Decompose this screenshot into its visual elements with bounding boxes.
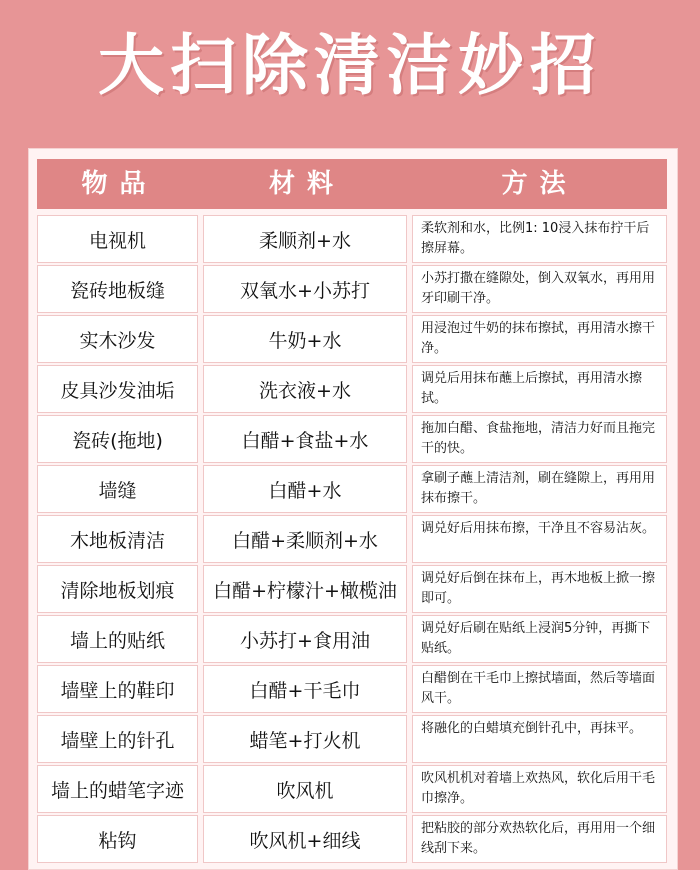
table-row [37, 565, 667, 615]
item-cell: 电视机 [37, 215, 198, 263]
material-cell: 白醋+食盐+水 [203, 415, 407, 463]
item-cell: 皮具沙发油垢 [37, 365, 198, 413]
table-row [37, 465, 667, 515]
table-row [37, 815, 667, 865]
material-cell: 洗衣液+水 [203, 365, 407, 413]
method-cell: 调兑后用抹布蘸上后擦拭，再用清水擦拭。 [412, 365, 667, 413]
table-row [37, 265, 667, 315]
table-row [37, 315, 667, 365]
method-cell: 白醋倒在干毛巾上擦拭墙面，然后等墙面风干。 [412, 665, 667, 713]
material-cell: 吹风机+细线 [203, 815, 407, 863]
method-cell: 柔软剂和水，比例1: 10浸入抹布拧干后擦屏幕。 [412, 215, 667, 263]
method-cell: 小苏打撒在缝隙处，倒入双氧水，再用用牙印刷干净。 [412, 265, 667, 313]
item-cell: 瓷砖地板缝 [37, 265, 198, 313]
header-item: 物品 [81, 169, 158, 199]
item-cell: 墙上的蜡笔字迹 [37, 765, 198, 813]
material-cell: 白醋+柔顺剂+水 [203, 515, 407, 563]
item-cell: 粘钩 [37, 815, 198, 863]
material-cell: 白醋+水 [203, 465, 407, 513]
page-title: 大扫除清洁妙招 [98, 27, 602, 104]
material-cell: 白醋+柠檬汁+橄榄油 [203, 565, 407, 613]
material-cell: 小苏打+食用油 [203, 615, 407, 663]
method-cell: 将融化的白蜡填充倒针孔中，再抹平。 [412, 715, 667, 763]
method-cell: 拿刷子蘸上清洁剂，刷在缝隙上，再用用抹布擦干。 [412, 465, 667, 513]
header-material: 材料 [268, 169, 345, 199]
cleaning-tips-table [28, 148, 678, 870]
method-cell: 调兑好后倒在抹布上，再木地板上掀一擦即可。 [412, 565, 667, 613]
table-row [37, 415, 667, 465]
item-cell: 墙壁上的针孔 [37, 715, 198, 763]
table-header [37, 159, 667, 209]
method-cell: 调兑好后刷在贴纸上浸润5分钟，再撕下贴纸。 [412, 615, 667, 663]
method-cell: 用浸泡过牛奶的抹布擦拭，再用清水擦干净。 [412, 315, 667, 363]
table-row [37, 665, 667, 715]
header-method: 方法 [501, 169, 578, 199]
item-cell: 木地板清洁 [37, 515, 198, 563]
material-cell: 蜡笔+打火机 [203, 715, 407, 763]
item-cell: 实木沙发 [37, 315, 198, 363]
material-cell: 柔顺剂+水 [203, 215, 407, 263]
item-cell: 清除地板划痕 [37, 565, 198, 613]
item-cell: 瓷砖(拖地) [37, 415, 198, 463]
method-cell: 吹风机机对着墙上欢热风，软化后用干毛巾擦净。 [412, 765, 667, 813]
item-cell: 墙壁上的鞋印 [37, 665, 198, 713]
method-cell: 把粘胶的部分欢热软化后，再用用一个细线刮下来。 [412, 815, 667, 863]
table-row [37, 765, 667, 815]
material-cell: 双氧水+小苏打 [203, 265, 407, 313]
table-row [37, 365, 667, 415]
table-row [37, 215, 667, 265]
method-cell: 拖加白醋、食盐拖地，清洁力好而且拖完干的快。 [412, 415, 667, 463]
material-cell: 吹风机 [203, 765, 407, 813]
material-cell: 牛奶+水 [203, 315, 407, 363]
item-cell: 墙上的贴纸 [37, 615, 198, 663]
item-cell: 墙缝 [37, 465, 198, 513]
material-cell: 白醋+干毛巾 [203, 665, 407, 713]
table-row [37, 615, 667, 665]
table-row [37, 515, 667, 565]
table-row [37, 715, 667, 765]
method-cell: 调兑好后用抹布擦，干净且不容易沾灰。 [412, 515, 667, 563]
